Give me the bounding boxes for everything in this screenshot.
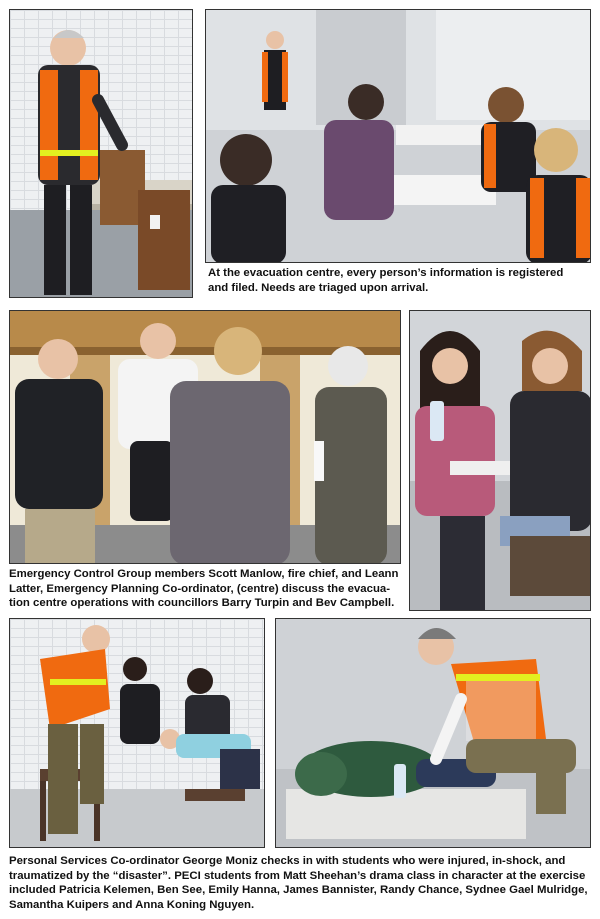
caption-line: Emergency Control Group members Scott Manlow, fire chief, and Leann xyxy=(9,568,399,580)
caption-control-group xyxy=(9,567,407,611)
injured-student-illustration xyxy=(276,619,591,848)
caption-line: Personal Services Co-ordinator George Moniz checks in with students who were injured, in-shock, and xyxy=(9,855,566,867)
caption-line: Samantha Kuipers and Anna Koning Nguyen. xyxy=(9,898,255,911)
students-seated-illustration xyxy=(410,311,591,611)
photo-injured-student-on-mat xyxy=(275,618,591,848)
caption-line: and filed. Needs are triaged upon arrival. xyxy=(208,281,429,294)
control-group-illustration xyxy=(10,311,401,564)
caption-personal-services xyxy=(9,854,597,912)
caption-line: tion centre operations with councillors Barry Turpin and Bev Campbell. xyxy=(9,597,395,609)
registration-tables-illustration xyxy=(206,10,591,263)
caption-line: Latter, Emergency Planning Co-ordinator, (centre) discuss the evacua- xyxy=(9,582,391,595)
volunteer-at-boxes-illustration xyxy=(10,10,193,298)
caption-line: traumatized by the “disaster”. PECI students from Matt Sheehan’s drama class in character at the exercise xyxy=(9,869,586,882)
photo-students-seated xyxy=(409,310,591,611)
caption-line: included Patricia Kelemen, Ben See, Emily Hanna, James Bannister, Randy Chance, Sydnee Gael Mulridge, xyxy=(9,884,588,896)
photo-registration-tables xyxy=(205,9,591,263)
coordinator-checks-illustration xyxy=(10,619,265,848)
photo-control-group-discussion xyxy=(9,310,401,564)
caption-evacuation-registration xyxy=(208,266,596,295)
photo-coordinator-checks-students xyxy=(9,618,265,848)
photo-volunteer-at-boxes xyxy=(9,9,193,298)
caption-line: At the evacuation centre, every person’s information is registered xyxy=(208,267,564,279)
